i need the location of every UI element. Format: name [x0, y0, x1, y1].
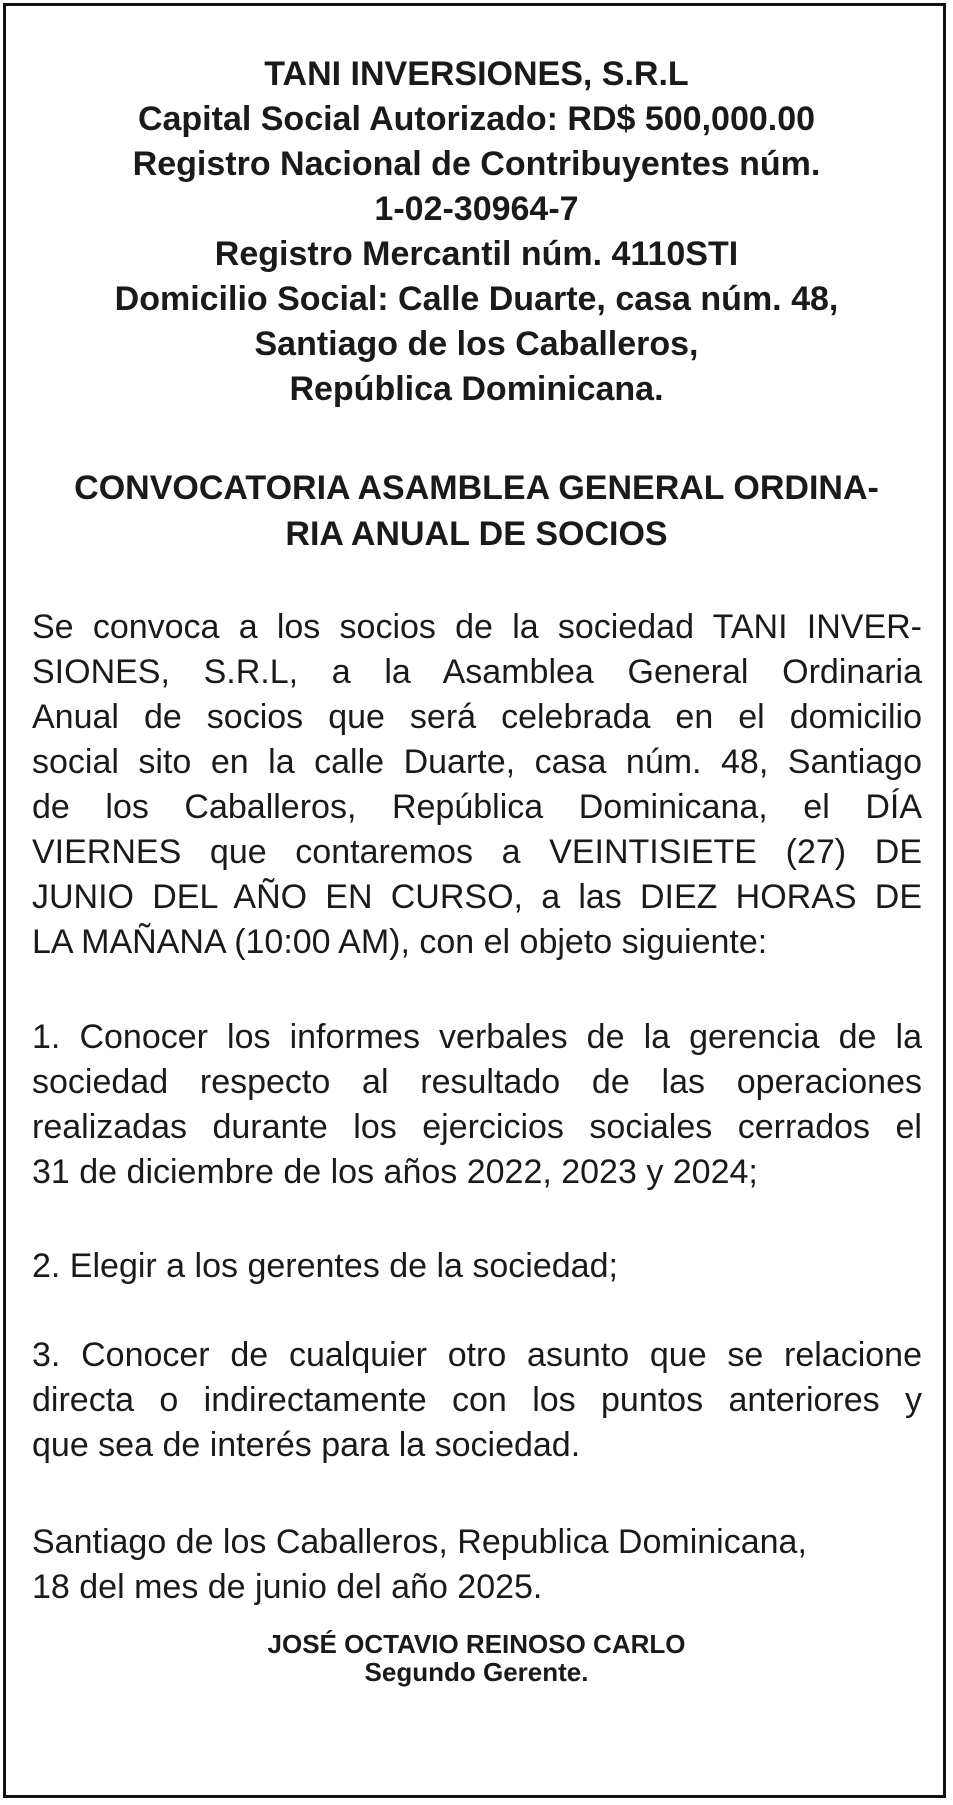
domicile-line-3: República Dominicana.	[289, 370, 664, 408]
domicile-line-1: Domicilio Social: Calle Duarte, casa núm. 48,	[114, 280, 839, 318]
agenda-line: 31 de diciembre de los años 2022, 2023 y 2024;	[32, 1153, 758, 1191]
intro-line: de los Caballeros, República Dominicana, el DÍA	[32, 788, 922, 826]
company-header	[30, 52, 923, 412]
agenda-line: realizadas durante los ejercicios sociales cerrados el	[32, 1108, 922, 1146]
signatory-role: Segundo Gerente.	[364, 1657, 589, 1687]
intro-line: VIERNES que contaremos a VEINTISIETE (27) DE	[32, 833, 922, 871]
intro-line: JUNIO DEL AÑO EN CURSO, a las DIEZ HORAS DE	[32, 878, 922, 916]
domicile-line-2: Santiago de los Caballeros,	[254, 325, 699, 363]
agenda-item-2	[32, 1244, 922, 1289]
rnc-label: Registro Nacional de Contribuyentes núm.	[132, 145, 821, 183]
signature-block	[30, 1630, 923, 1686]
agenda-item-1	[32, 1015, 922, 1195]
intro-line: Anual de socios que será celebrada en el domicilio	[32, 698, 922, 736]
rnc-number: 1-02-30964-7	[374, 190, 579, 228]
agenda-line: que sea de interés para la sociedad.	[32, 1426, 581, 1464]
intro-line: SIONES, S.R.L, a la Asamblea General Ordinaria	[32, 653, 922, 691]
agenda-line: 3. Conocer de cualquier otro asunto que se relacione	[32, 1336, 922, 1374]
authorized-capital: Capital Social Autorizado: RD$ 500,000.00	[137, 100, 816, 138]
closing-line: Santiago de los Caballeros, Republica Dominicana,	[32, 1523, 807, 1561]
intro-paragraph	[32, 605, 922, 965]
intro-line: social sito en la calle Duarte, casa núm. 48, Santiago	[32, 743, 922, 781]
agenda-line: sociedad respecto al resultado de las operaciones	[32, 1063, 922, 1101]
intro-line: Se convoca a los socios de la sociedad TANI INVER-	[32, 608, 922, 646]
notice-title-line-1: CONVOCATORIA ASAMBLEA GENERAL ORDINA-	[74, 469, 879, 507]
mercantile-registry: Registro Mercantil núm. 4110STI	[214, 235, 739, 273]
signatory-name: JOSÉ OCTAVIO REINOSO CARLO	[267, 1629, 686, 1659]
company-name: TANI INVERSIONES, S.R.L	[264, 55, 689, 93]
agenda-line: 2. Elegir a los gerentes de la sociedad;	[32, 1247, 618, 1285]
agenda-item-3	[32, 1333, 922, 1468]
closing-place-date	[32, 1520, 922, 1610]
closing-line: 18 del mes de junio del año 2025.	[32, 1568, 543, 1606]
notice-title	[30, 465, 923, 557]
notice-title-line-2: RIA ANUAL DE SOCIOS	[285, 515, 668, 553]
intro-line: LA MAÑANA (10:00 AM), con el objeto siguiente:	[32, 923, 768, 961]
agenda-line: directa o indirectamente con los puntos anteriores y	[32, 1381, 922, 1419]
agenda-line: 1. Conocer los informes verbales de la gerencia de la	[32, 1018, 922, 1056]
